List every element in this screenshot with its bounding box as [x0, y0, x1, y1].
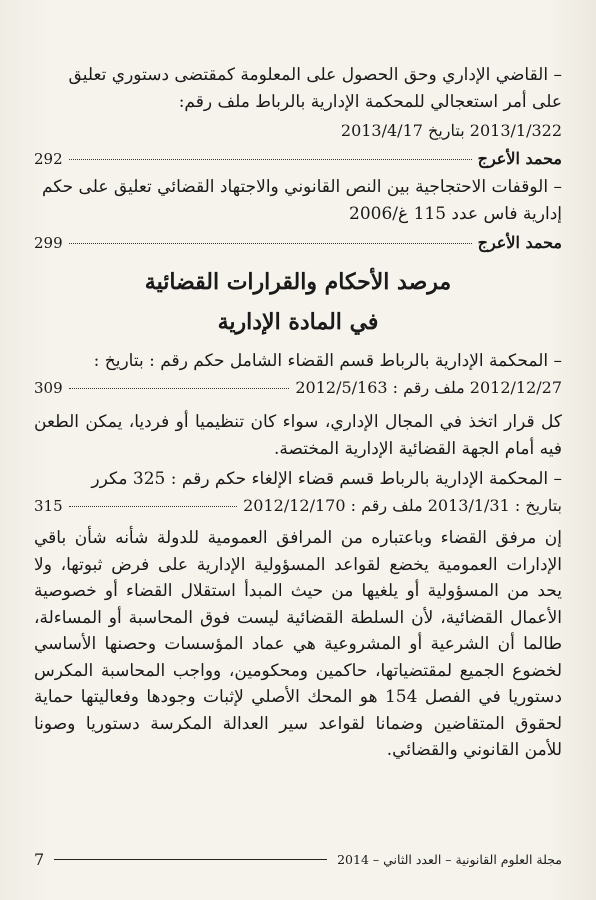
footer-journal: مجلة العلوم القانونية – العدد الثاني – 2014 — [337, 852, 562, 867]
footer-page-number: 7 — [34, 850, 45, 869]
entry-2-page: 299 — [34, 234, 63, 252]
ruling-2-page: 315 — [34, 497, 63, 515]
ruling-1-leader-dots — [69, 388, 290, 389]
entry-2-author-line — [34, 230, 562, 256]
entry-2-text: – الوقفات الاحتجاجية بين النص القانوني والاجتهاد القضائي تعليق على حكم إدارية فاس عدد 115 غ/2006 — [41, 177, 562, 224]
ruling-2-leader-dots — [69, 506, 237, 507]
entry-2-leader-dots — [69, 243, 472, 244]
entry-1-author: محمد الأعرج — [477, 149, 562, 168]
ruling-1-ref: 2012/12/27 ملف رقم : 2012/5/163 — [295, 378, 562, 397]
footer-rule — [54, 859, 327, 860]
entry-1-ref-text: 2013/1/322 بتاريخ 2013/4/17 — [340, 121, 562, 140]
entry-1-ref — [34, 118, 562, 144]
ruling-1-summary: كل قرار اتخذ في المجال الإداري، سواء كان تنظيميا أو فرديا، يمكن الطعن فيه أمام الجهة القضائية الإدارية المختصة. — [34, 412, 562, 459]
ruling-1-ref-line — [34, 375, 562, 401]
ruling-2-ref: بتاريخ : 2013/1/31 ملف رقم : 2012/12/170 — [243, 496, 562, 515]
ruling-1-text: – المحكمة الإدارية بالرباط قسم القضاء الشامل حكم رقم : بتاريخ : — [93, 351, 562, 371]
entry-1-leader-dots — [69, 159, 472, 160]
page-footer — [34, 850, 562, 869]
ruling-2-summary: إن مرفق القضاء وباعتباره من المرافق العمومية للدولة شأنه شأن باقي الإدارات العمومية يخضع لقواعد المسؤولية الإدارية على فرض ثبوتها، ولا يحد من المسؤولية أو يلغيها من حيث المبدأ استقلال القضاء أو خصوصية الأعمال القضائية، لأن السلطة القضائية ليست فوق المحاسبة أو المساءلة، طالما أن الشرعية أو المشروعية هي عماد المؤسسات وحصنها الأساسي لخضوع الجميع لمقتضياتها، حاكمين ومحكومين، وواجب المحاسبة المكرس دستوريا في الفصل 154 هو المحك الأصلي لإثبات وجودها وفعاليتها حماية لحقوق المتقاضين وضمانا لقواعد سير العدالة المكرسة دستوريا وصونا للأمن القانوني والقضائي. — [34, 528, 562, 760]
entry-1-page: 292 — [34, 150, 63, 168]
section-title-2: في المادة الإدارية — [217, 309, 379, 335]
entry-1-author-line — [34, 146, 562, 172]
entry-1-text: – القاضي الإداري وحق الحصول على المعلومة كمقتضى دستوري تعليق على أمر استعجالي للمحكمة الإدارية بالرباط ملف رقم: — [68, 65, 562, 112]
page-content — [34, 62, 562, 764]
section-title-1: مرصد الأحكام والقرارات القضائية — [144, 269, 452, 295]
ruling-1-page: 309 — [34, 379, 63, 397]
entry-2-author: محمد الأعرج — [477, 233, 562, 252]
ruling-2-ref-line — [34, 493, 562, 519]
ruling-2-text: – المحكمة الإدارية بالرباط قسم قضاء الإلغاء حكم رقم : 325 مكرر — [91, 469, 562, 489]
